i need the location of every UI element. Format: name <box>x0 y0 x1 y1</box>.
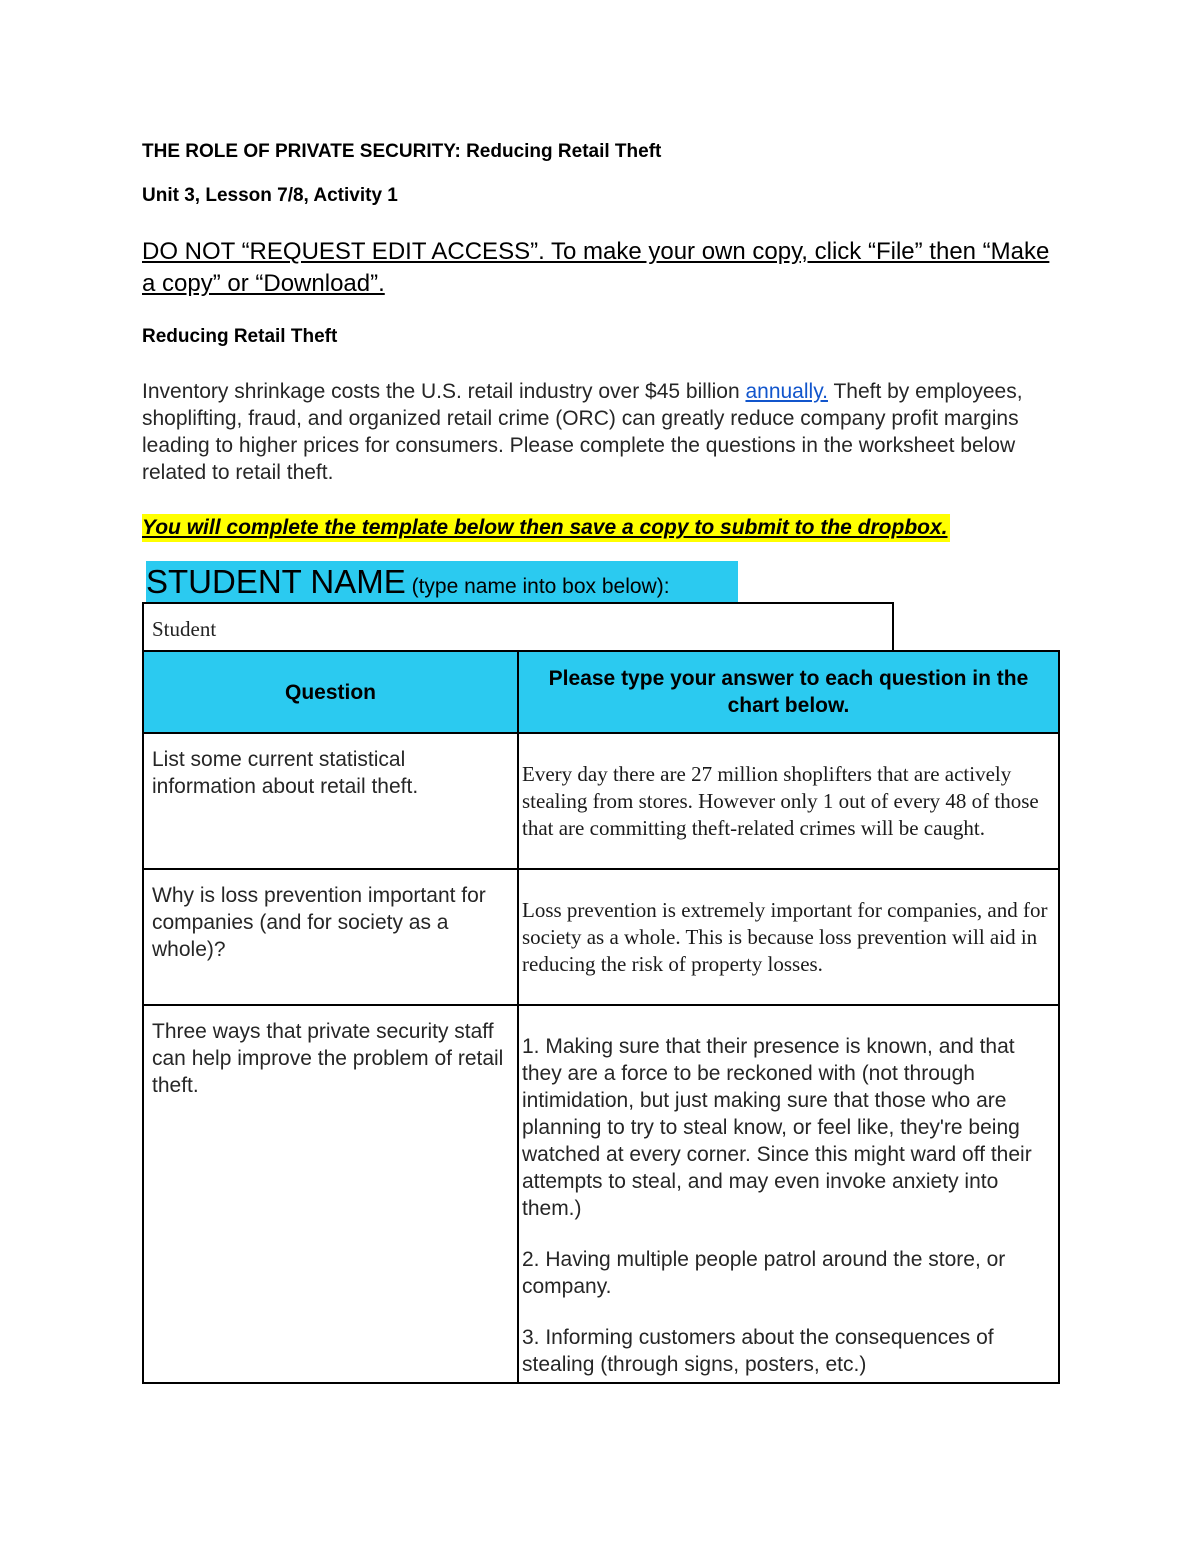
question-text: Why is loss prevention important for companies (and for society as a whole)? <box>152 884 486 961</box>
question-text: List some current statistical information about retail theft. <box>152 748 419 798</box>
answer-text: Loss prevention is extremely important for companies, and for society as a whole. This is because loss prevention will aid in reducing the risk of property losses. <box>522 898 1048 976</box>
student-name-field[interactable] <box>142 602 894 650</box>
answer-text <box>519 1006 1058 1382</box>
intro-paragraph <box>142 378 1058 486</box>
answer-point-1: 1. Making sure that their presence is known, and that they are a force to be reckoned with (not through intimidation, but just making sure that those who are planning to try to steal know, or feel like, they're being watched at every corner. Since this might ward off their attempts to steal, and may even invoke anxiety into them.) <box>522 1035 1032 1220</box>
question-column-header: Question <box>143 651 518 733</box>
answer-text: Every day there are 27 million shoplifters that are actively stealing from stores. However only 1 out of every 48 of those that are committing theft-related crimes will be caught. <box>522 762 1039 840</box>
answer-cell[interactable] <box>518 1005 1059 1383</box>
document-title: THE ROLE OF PRIVATE SECURITY: Reducing Retail Theft <box>142 141 662 162</box>
answer-column-header: Please type your answer to each question in the chart below. <box>518 651 1059 733</box>
answer-cell[interactable] <box>518 733 1059 869</box>
student-name-label-hint: (type name into box below) <box>405 575 664 598</box>
section-heading: Reducing Retail Theft <box>142 326 338 347</box>
student-name-label <box>146 561 738 603</box>
question-cell <box>143 1005 518 1383</box>
student-name-value: Student <box>152 617 217 641</box>
highlighted-instruction: You will complete the template below then save a copy to submit to the dropbox. <box>142 514 950 542</box>
question-cell <box>143 733 518 869</box>
table-row <box>143 733 1059 869</box>
annually-link[interactable]: annually. <box>745 380 828 403</box>
student-name-label-big: STUDENT NAME <box>146 563 406 600</box>
student-name-label-colon: : <box>663 575 670 598</box>
question-text: Three ways that private security staff can help improve the problem of retail theft. <box>152 1020 504 1097</box>
question-answer-table <box>142 650 1060 1384</box>
answer-point-3: 3. Informing customers about the consequences of stealing (through signs, posters, etc.) <box>522 1326 994 1376</box>
table-row <box>143 1005 1059 1383</box>
answer-cell[interactable] <box>518 869 1059 1005</box>
unit-lesson-line: Unit 3, Lesson 7/8, Activity 1 <box>142 185 398 206</box>
intro-text-before: Inventory shrinkage costs the U.S. retail industry over $45 billion <box>142 380 746 403</box>
question-cell <box>143 869 518 1005</box>
answer-point-2: 2. Having multiple people patrol around the store, or company. <box>522 1248 1006 1298</box>
edit-access-warning: DO NOT “REQUEST EDIT ACCESS”. To make your own copy, click “File” then “Make a copy” or “Download”. <box>142 238 1050 297</box>
table-header-row <box>143 651 1059 733</box>
intro-text-after: Theft by employees, shoplifting, fraud, and organized retail crime (ORC) can greatly reduce company profit margins leading to higher prices for consumers. Please complete the questions in the worksheet below related to retail theft. <box>142 380 1023 484</box>
table-row <box>143 869 1059 1005</box>
